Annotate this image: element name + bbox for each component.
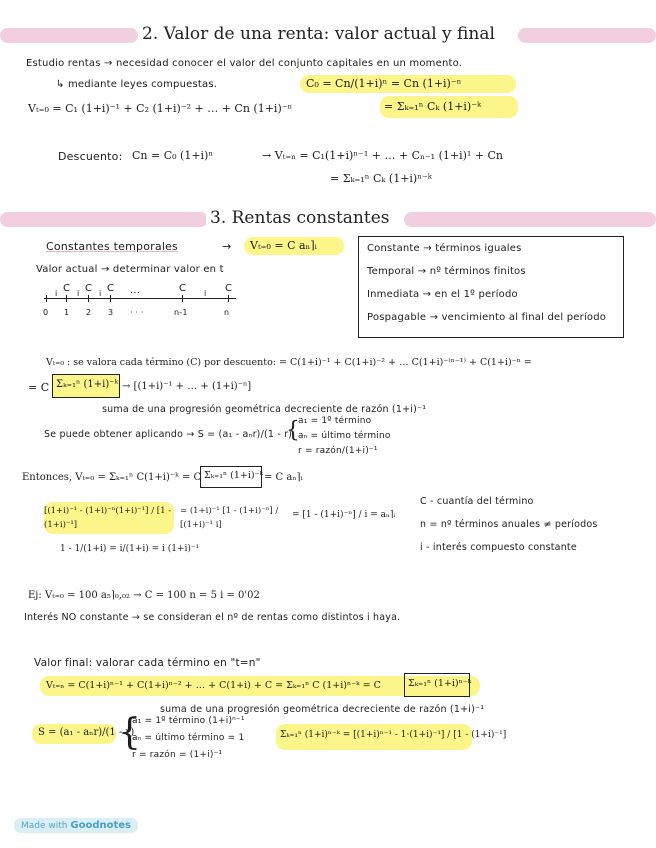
- timeline-label: 1: [64, 308, 70, 317]
- text-interes: Interés NO constante → se consideran el nº de rentas como distintos i haya.: [24, 612, 401, 623]
- formula-frac2: = (1+i)⁻¹ [1 - (1+i)⁻ⁿ] / [(1+i)⁻¹ i]: [180, 506, 279, 530]
- def-pospagable: Pospagable → vencimiento al final del período: [367, 312, 607, 323]
- boxed-sum-text: Σₖ₌₁ⁿ (1+i)⁻ᵏ: [56, 379, 119, 390]
- timeline-c: C: [107, 283, 115, 294]
- timeline-c: C: [63, 283, 71, 294]
- formula-final: Σₖ₌₁ⁿ (1+i)ⁿ⁻ᵏ = [(1+i)ⁿ⁻¹ - 1·(1+i)⁻¹] / [1 - (1+i)⁻¹]: [280, 730, 507, 740]
- timeline-label: 0: [43, 308, 49, 317]
- timeline-tick: [88, 295, 89, 302]
- text-ejemplo: Ej: Vₜ₌₀ = 100 a₅⌉₀,₀₂ → C = 100 n = 5 i = 0'02: [28, 590, 260, 601]
- timeline-label: 2: [86, 308, 92, 317]
- formula-v0: Vₜ₌₀ = C₁ (1+i)⁻¹ + C₂ (1+i)⁻² + … + Cn (1+i)⁻ⁿ: [28, 102, 293, 115]
- text-progresion-2: suma de una progresión geométrica decreciente de razón (1+i)⁻¹: [160, 704, 485, 715]
- header-band-right: [404, 212, 656, 227]
- formula-frac1: [(1+i)⁻¹ - (1+i)⁻ⁿ(1+i)⁻¹] / [1 - (1+i)⁻¹]: [44, 506, 172, 530]
- brace: {: [286, 418, 300, 443]
- brace2-an: aₙ = último término = 1: [132, 733, 245, 743]
- formula-expand: → [(1+i)⁻¹ + … + (1+i)⁻ⁿ]: [122, 381, 252, 392]
- timeline-label: · · ·: [130, 308, 144, 317]
- section-2-title: 2. Valor de una renta: valor actual y final: [138, 24, 499, 44]
- arrow-temporales: →: [222, 240, 232, 253]
- header-band-left: [0, 28, 138, 43]
- brace-2: {: [118, 712, 141, 753]
- formula-frac3: = [1 - (1+i)⁻ⁿ] / i = aₙ⌉ᵢ: [292, 510, 396, 520]
- timeline-c: C: [225, 283, 233, 294]
- text-leyes: ↳ mediante leyes compuestas.: [56, 79, 218, 90]
- boxed-sum: [52, 374, 120, 398]
- entonces-box-text: Σₖ₌₁ⁿ (1+i)⁻ᵏ: [204, 470, 264, 481]
- formula-last: 1 - 1/(1+i) = i/(1+i) = i (1+i)⁻¹: [60, 544, 200, 554]
- timeline-c: C: [179, 283, 187, 294]
- brace-an: aₙ = último término: [298, 431, 391, 441]
- text-temporales: Constantes temporales: [46, 240, 178, 253]
- def-inmediata: Inmediata → en el 1º período: [367, 289, 518, 300]
- timeline-tick: [182, 295, 183, 302]
- formula-s: S = (a₁ - aₙr)/(1 - r): [38, 727, 135, 738]
- timeline-i: i: [77, 289, 80, 298]
- brace-a1: a₁ = 1º término: [298, 416, 372, 426]
- formula-temporales: Vₜ₌₀ = C aₙ⌉ᵢ: [250, 239, 317, 252]
- timeline-axis: [44, 298, 236, 299]
- goodnotes-logo-text: Goodnotes: [70, 820, 131, 831]
- timeline-label: 3: [108, 308, 114, 317]
- def-temporal: Temporal → nº términos finitos: [367, 266, 526, 277]
- timeline-label: n: [224, 308, 230, 317]
- timeline-label: n-1: [174, 308, 188, 317]
- timeline-tick: [66, 295, 67, 302]
- timeline-tick: [46, 295, 47, 302]
- legend-c: C - cuantía del término: [420, 496, 534, 507]
- brace-r: r = razón/(1+i)⁻¹: [298, 446, 378, 456]
- timeline-i: i: [204, 289, 207, 298]
- legend-n: n = nº términos anuales ≠ períodos: [420, 519, 598, 530]
- timeline-c: C: [85, 283, 93, 294]
- legend-i: i - interés compuesto constante: [420, 542, 577, 553]
- timeline-dots: ...: [130, 285, 141, 296]
- label-descuento: Descuento:: [58, 150, 123, 163]
- header-band-left: [0, 212, 208, 227]
- brace2-r: r = razón = (1+i)⁻¹: [132, 750, 223, 760]
- text-v0-descuento: Vₜ₌₀ : se valora cada término (C) por descuento: = C(1+i)⁻¹ + C(1+i)⁻² + … C(1+i)⁻⁽ⁿ⁻¹⁾ + C(1+i)⁻ⁿ =: [46, 357, 532, 368]
- text-valor-actual: Valor actual → determinar valor en t: [36, 264, 224, 275]
- section-3-title: 3. Rentas constantes: [206, 208, 394, 228]
- formula-c0: C₀ = Cn/(1+i)ⁿ = Cn (1+i)⁻ⁿ: [306, 77, 462, 90]
- formula-v0-sum: = Σₖ₌₁ⁿ Cₖ (1+i)⁻ᵏ: [384, 100, 482, 113]
- vn-box-text: Σₖ₌₁ⁿ (1+i)ⁿ⁻ᵏ: [408, 678, 472, 689]
- text-entonces: Entonces, Vₜ₌₀ = Σₖ₌₁ⁿ C(1+i)⁻ᵏ = C: [22, 472, 202, 483]
- def-constante: Constante → términos iguales: [367, 243, 522, 254]
- formula-vn-line: Vₜ₌ₙ = C(1+i)ⁿ⁻¹ + C(1+i)ⁿ⁻² + … + C(1+i) + C = Σₖ₌₁ⁿ C (1+i)ⁿ⁻ᵏ = C: [46, 680, 381, 691]
- formula-equals-c: = C: [28, 381, 50, 394]
- section-3-header: [0, 208, 656, 230]
- header-band-right: [518, 28, 656, 43]
- text-entonces-end: = C aₙ⌉ᵢ: [264, 472, 303, 483]
- made-with-label: Made with: [21, 821, 68, 831]
- formula-vn-sum: = Σₖ₌₁ⁿ Cₖ (1+i)ⁿ⁻ᵏ: [330, 172, 432, 185]
- entonces-box: [200, 466, 262, 488]
- timeline-tick: [110, 295, 111, 302]
- text-progresion: suma de una progresión geométrica decreciente de razón (1+i)⁻¹: [102, 404, 427, 415]
- text-puede: Se puede obtener aplicando → S = (a₁ - aₙr)/(1 - r): [44, 429, 293, 440]
- formula-vn: → Vₜ₌ₙ = C₁(1+i)ⁿ⁻¹ + … + Cₙ₋₁ (1+i)¹ + Cn: [262, 149, 504, 162]
- brace2-a1: a₁ = 1º término (1+i)ⁿ⁻¹: [132, 716, 245, 726]
- text-valor-final: Valor final: valorar cada término en "t=n": [34, 657, 261, 669]
- formula-descuento: Cn = C₀ (1+i)ⁿ: [132, 149, 214, 162]
- timeline-i: i: [99, 289, 102, 298]
- goodnotes-badge: [14, 818, 138, 833]
- text-estudio: Estudio rentas → necesidad conocer el valor del conjunto capitales en un momento.: [26, 58, 463, 69]
- definitions-box: [358, 236, 624, 338]
- section-2-header: [0, 24, 656, 46]
- vn-box: [404, 673, 470, 697]
- timeline-tick: [228, 295, 229, 302]
- timeline-i: i: [55, 289, 58, 298]
